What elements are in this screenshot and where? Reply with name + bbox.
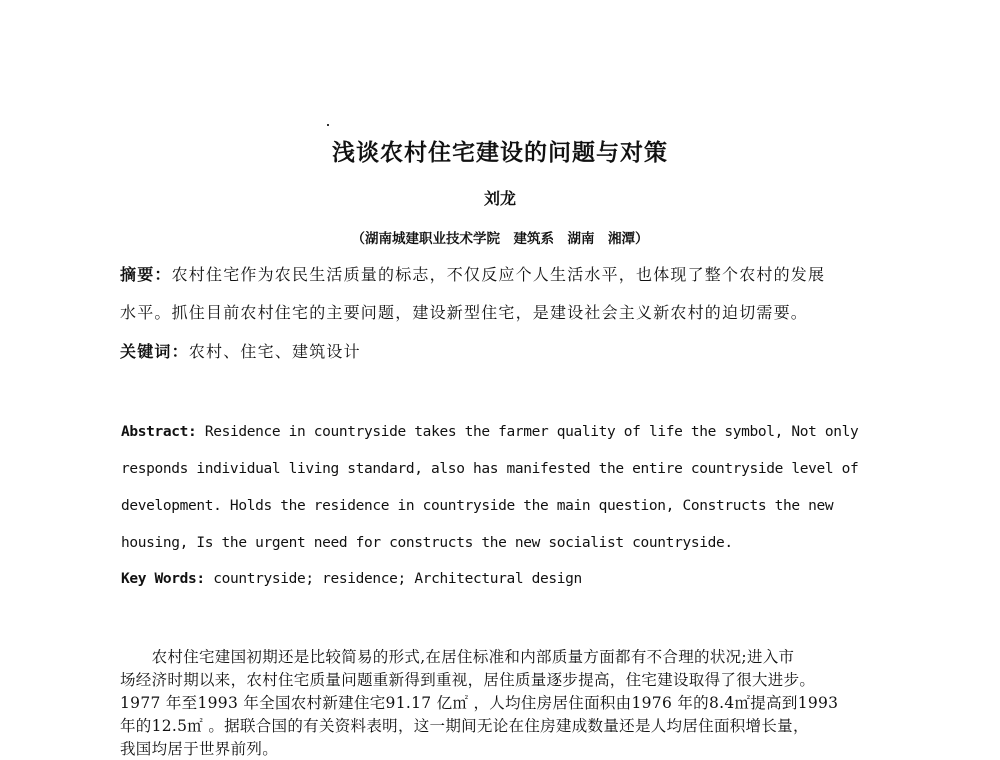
keywords-cn-label: 关键词： [120,342,189,361]
keywords-cn [120,339,361,362]
body-line-5: 我国均居于世界前列。 [120,740,279,758]
abstract-cn-label: 摘要： [120,265,172,284]
keywords-en-value: countryside; residence; Architectural design [213,571,582,587]
keywords-cn-value: 农村、住宅、建筑设计 [188,342,361,361]
abstract-cn-text: 农村住宅作为农民生活质量的标志，不仅反应个人生活水平，也体现了整个农村的发展 [171,265,826,284]
body-line-3: 1977 年至1993 年全国农村新建住宅91.17 亿㎡ ，人均住房居住面积由1976 年的8.4㎡提高到1993 [120,694,839,712]
abstract-en-text: Residence in countryside takes the farmer quality of life the symbol, Not only [204,424,859,440]
body-line-1: 农村住宅建国初期还是比较简易的形式,在居住标准和内部质量方面都有不合理的状况;进入市 [120,648,795,666]
keywords-en-label: Key Words: [121,571,205,587]
keywords-en [121,571,582,587]
paper-title: 浅谈农村住宅建设的问题与对策 [332,139,668,166]
author-name: 刘龙 [483,189,516,208]
author-affiliation: （湖南城建职业技术学院 建筑系 湖南 湘潭） [351,231,649,247]
abstract-en-line-2: responds individual living standard, also has manifested the entire countryside level of [121,461,859,477]
body-line-4: 年的12.5㎡ 。据联合国的有关资料表明，这一期间无论在住房建成数量还是人均居住面积增长量， [120,717,809,735]
abstract-cn-line-2: 水平。抓住目前农村住宅的主要问题，建设新型住宅，是建设社会主义新农村的迫切需要。 [120,303,809,322]
abstract-en-line-1 [121,424,858,440]
abstract-en-line-3: development. Holds the residence in countryside the main question, Constructs the new [121,498,834,514]
scan-speck [327,124,329,126]
abstract-cn-line-1 [120,262,825,285]
body-line-2: 场经济时期以来，农村住宅质量问题重新得到重视，居住质量逐步提高，住宅建设取得了很大进步。 [120,671,816,689]
abstract-en-line-4: housing, Is the urgent need for constructs the new socialist countryside. [121,535,733,551]
abstract-en-label: Abstract: [121,424,197,440]
